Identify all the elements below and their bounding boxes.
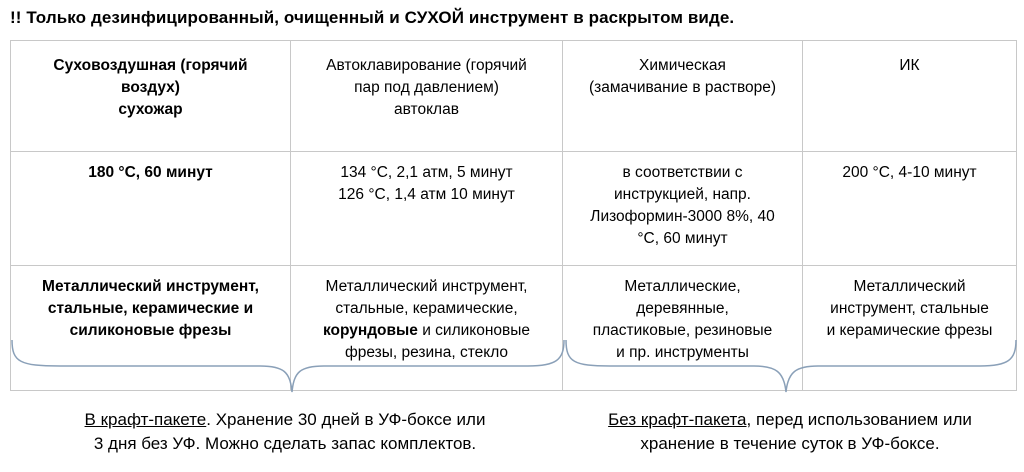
materials-autoclave: Металлический инструмент, стальные, керамические, корундовые и силиконовые фрезы, резина, стекло <box>291 266 563 391</box>
materials-dry-air: Металлический инструмент, стальные, керамические и силиконовые фрезы <box>11 266 291 391</box>
params-ir: 200 °C, 4-10 минут <box>803 152 1017 266</box>
header-ir: ИК <box>803 41 1017 152</box>
params-autoclave: 134 °C, 2,1 атм, 5 минут 126 °C, 1,4 атм 10 минут <box>291 152 563 266</box>
materials-chemical: Металлические, деревянные, пластиковые, резиновые и пр. инструменты <box>563 266 803 391</box>
header-chemical: Химическая (замачивание в растворе) <box>563 41 803 152</box>
params-dry-air: 180 °C, 60 минут <box>11 152 291 266</box>
header-row <box>11 41 1017 152</box>
params-chemical: в соответствии с инструкцией, напр. Лизоформин-3000 8%, 40 °C, 60 минут <box>563 152 803 266</box>
no-kraft-bag-label: Без крафт-пакета <box>608 410 747 429</box>
left-brace-icon <box>12 340 564 392</box>
storage-note-kraft: В крафт-пакете. Хранение 30 дней в УФ-боксе или 3 дня без УФ. Можно сделать запас комплектов. <box>84 410 486 453</box>
grouping-braces <box>0 330 1024 400</box>
header-autoclave: Автоклавирование (горячий пар под давлением) автоклав <box>291 41 563 152</box>
kraft-bag-label: В крафт-пакете <box>84 410 207 429</box>
right-brace-icon <box>566 340 1016 392</box>
page-title: !! Только дезинфицированный, очищенный и СУХОЙ инструмент в раскрытом виде. <box>10 8 735 27</box>
highlight-corundum: корундовые <box>322 322 418 339</box>
materials-ir: Металлический инструмент, стальные и керамические фрезы <box>803 266 1017 391</box>
params-row <box>11 152 1017 266</box>
header-dry-air: Суховоздушная (горячий воздух) сухожар <box>11 41 291 152</box>
storage-note-no-kraft: Без крафт-пакета, перед использованием или хранение в течение суток в УФ-боксе. <box>608 410 972 453</box>
